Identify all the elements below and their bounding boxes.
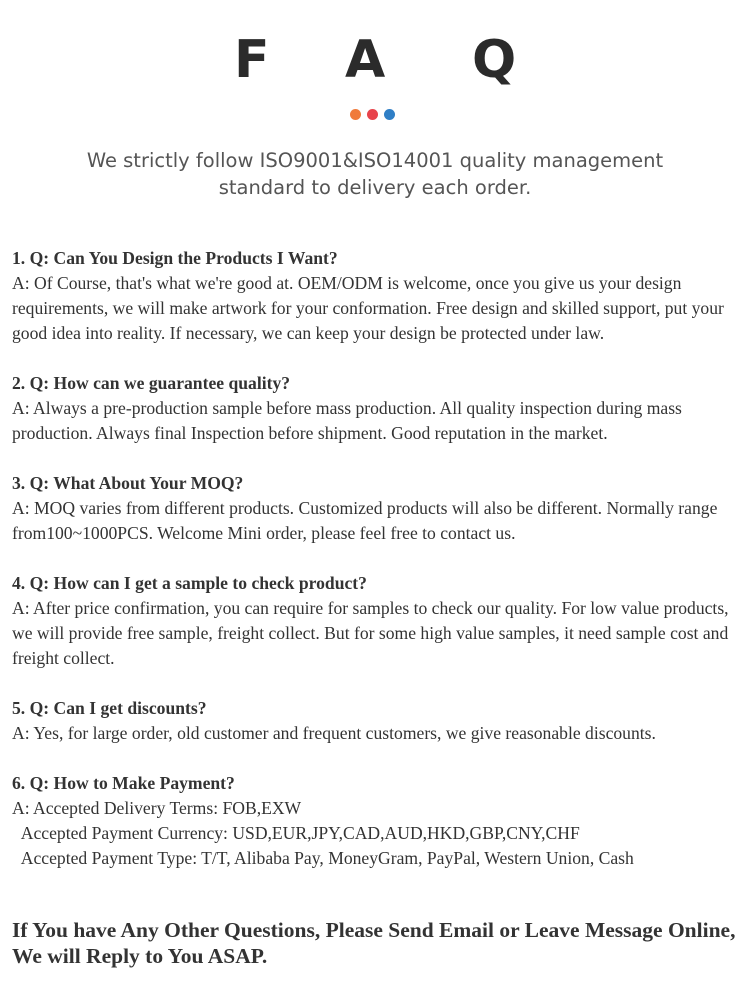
quality-statement xyxy=(0,147,750,201)
faq-item xyxy=(12,371,748,446)
faq-answer: A: Yes, for large order, old customer and frequent customers, we give reasonable discounts. xyxy=(12,723,656,743)
red-dot-icon xyxy=(367,109,378,120)
faq-list xyxy=(12,246,748,896)
faq-heading-letter-q: Q xyxy=(472,30,517,90)
faq-heading-letter-f: F xyxy=(234,30,270,90)
decorative-dots xyxy=(350,109,395,121)
faq-question: 3. Q: What About Your MOQ? xyxy=(12,473,244,493)
faq-heading-letter-a: A xyxy=(345,30,386,90)
quality-statement-line-2: standard to delivery each order. xyxy=(218,176,532,199)
faq-question: 1. Q: Can You Design the Products I Want? xyxy=(12,248,338,268)
faq-answer: A: Of Course, that's what we're good at. OEM/ODM is welcome, once you give us your design requirements, we will make artwork for your conformation. Free design and skilled support, put your good idea into reality. If necessary, we can keep your design be protected under law. xyxy=(12,273,729,343)
orange-dot-icon xyxy=(350,109,361,120)
blue-dot-icon xyxy=(384,109,395,120)
faq-item xyxy=(12,571,748,671)
faq-answer: A: Always a pre-production sample before mass production. All quality inspection during mass production. Always final Inspection before shipment. Good reputation in the market. xyxy=(12,398,687,443)
faq-answer: A: After price confirmation, you can require for samples to check our quality. For low value products, we will provide free sample, freight collect. But for some high value samples, it need sample cost and freight collect. xyxy=(12,598,733,668)
faq-item xyxy=(12,771,748,871)
faq-question: 2. Q: How can we guarantee quality? xyxy=(12,373,291,393)
faq-item xyxy=(12,246,748,346)
faq-item xyxy=(12,471,748,546)
faq-question: 5. Q: Can I get discounts? xyxy=(12,698,207,718)
faq-question: 6. Q: How to Make Payment? xyxy=(12,773,235,793)
faq-heading xyxy=(0,30,750,90)
faq-question: 4. Q: How can I get a sample to check product? xyxy=(12,573,367,593)
closing-message: If You have Any Other Questions, Please Send Email or Leave Message Online, We will Reply to You ASAP. xyxy=(12,918,736,968)
quality-statement-line-1: We strictly follow ISO9001&ISO14001 quality management xyxy=(86,149,664,172)
faq-answer: A: Accepted Delivery Terms: FOB,EXW Accepted Payment Currency: USD,EUR,JPY,CAD,AUD,HKD,GBP,CNY,CHF Accepted Payment Type: T/T, Alibaba Pay, MoneyGram, PayPal, Western Union, Cash xyxy=(12,798,634,868)
faq-answer: A: MOQ varies from different products. Customized products will also be different. Normally range from100~1000PCS. Welcome Mini order, please feel free to contact us. xyxy=(12,498,722,543)
faq-item xyxy=(12,696,748,746)
